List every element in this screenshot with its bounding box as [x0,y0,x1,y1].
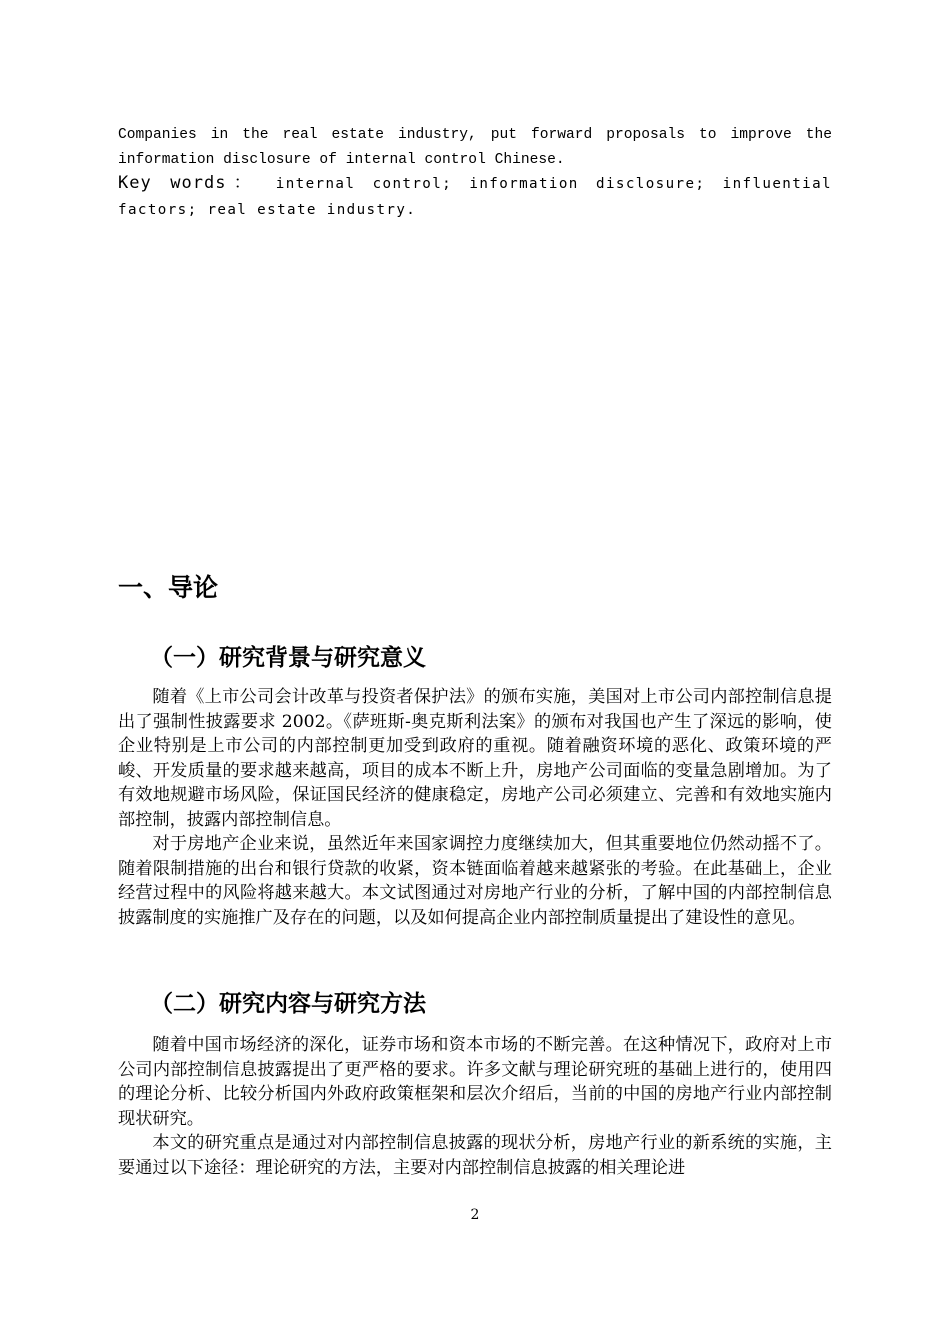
keywords-label: Key words： [118,173,260,193]
paragraph: 本文的研究重点是通过对内部控制信息披露的现状分析，房地产行业的新系统的实施，主要通过以下途径：理论研究的方法，主要对内部控制信息披露的相关理论进 [118,1133,832,1178]
section-body-content-methods [118,1033,832,1180]
chapter-heading: 一、导论 [118,573,219,602]
section-body-background [118,685,832,930]
english-abstract-tail: Companies in the real estate industry, put forward proposals to improve the information disclosure of internal control Chinese. [118,127,832,168]
paragraph: 对于房地产企业来说，虽然近年来国家调控力度继续加大，但其重要地位仍然动摇不了。随着限制措施的出台和银行贷款的收紧，资本链面临着越来越紧张的考验。在此基础上，企业经营过程中的风险将越来越大。本文试图通过对房地产行业的分析，了解中国的内部控制信息披露制度的实施推广及存在的问题，以及如何提高企业内部控制质量提出了建设性的意见。 [118,834,832,928]
english-keywords [118,171,832,224]
page-number: 2 [470,1207,480,1223]
section-heading-background: （一）研究背景与研究意义 [150,645,426,671]
keywords-text: internal control; information disclosure; influential factors; real estate industry. [118,176,832,218]
section-heading-content-methods: （二）研究内容与研究方法 [150,991,426,1017]
paragraph: 随着《上市公司会计改革与投资者保护法》的颁布实施，美国对上市公司内部控制信息提出了强制性披露要求 2002。《萨班斯-奥克斯利法案》的颁布对我国也产生了深远的影响，使企业特别是上市公司的内部控制更加受到政府的重视。随着融资环境的恶化、政策环境的严峻、开发质量的要求越来越高，项目的成本不断上升，房地产公司面临的变量急剧增加。为了有效地规避市场风险，保证国民经济的健康稳定，房地产公司必须建立、完善和有效地实施内部控制，披露内部控制信息。 [118,687,832,830]
paragraph: 随着中国市场经济的深化，证券市场和资本市场的不断完善。在这种情况下，政府对上市公司内部控制信息披露提出了更严格的要求。许多文献与理论研究班的基础上进行的，使用四的理论分析、比较分析国内外政府政策框架和层次介绍后，当前的中国的房地产行业内部控制现状研究。 [118,1035,832,1129]
